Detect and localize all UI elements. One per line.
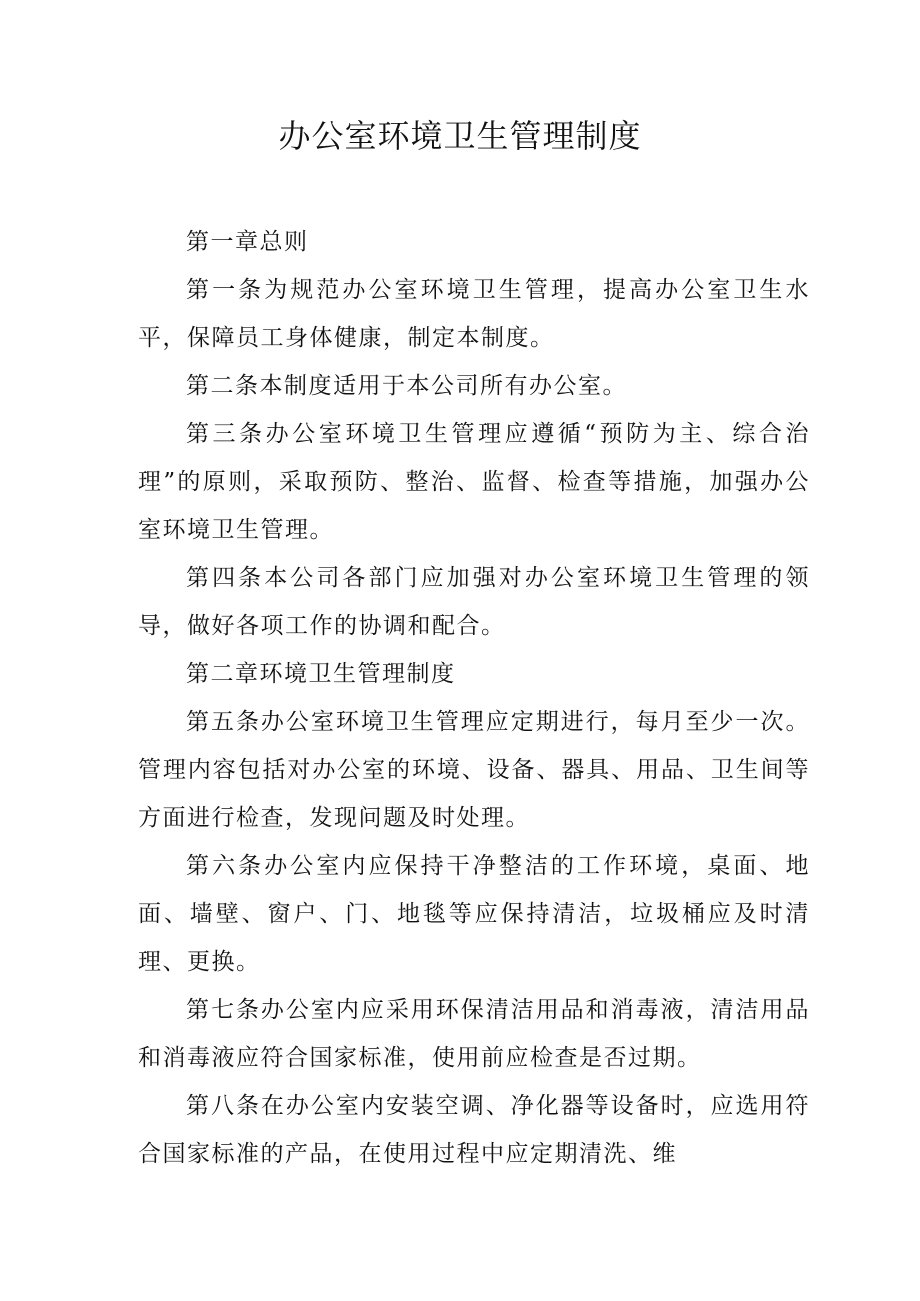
article-7: 第七条办公室内应采用环保清洁用品和消毒液，清洁用品和消毒液应符合国家标准，使用前应检查是否过期。: [138, 997, 810, 1071]
document-title: 办公室环境卫生管理制度: [278, 117, 642, 155]
article-6: 第六条办公室内应保持干净整洁的工作环境，桌面、地面、墙壁、窗户、门、地毯等应保持清洁，垃圾桶应及时清理、更换。: [138, 853, 810, 975]
document-body: [138, 218, 810, 1178]
article-3: 第三条办公室环境卫生管理应遵循“预防为主、综合治理”的原则，采取预防、整治、监督、检查等措施，加强办公室环境卫生管理。: [138, 421, 810, 543]
chapter-heading-2: 第二章环境卫生管理制度: [186, 661, 456, 687]
article-8: 第八条在办公室内安装空调、净化器等设备时，应选用符合国家标准的产品，在使用过程中应定期清洗、维: [138, 1093, 810, 1167]
article-2: 第二条本制度适用于本公司所有办公室。: [186, 373, 627, 399]
chapter-heading-1: 第一章总则: [186, 229, 309, 255]
article-4: 第四条本公司各部门应加强对办公室环境卫生管理的领导，做好各项工作的协调和配合。: [138, 565, 810, 639]
article-5: 第五条办公室环境卫生管理应定期进行，每月至少一次。管理内容包括对办公室的环境、设备、器具、用品、卫生间等方面进行检查，发现问题及时处理。: [138, 709, 810, 831]
article-1: 第一条为规范办公室环境卫生管理，提高办公室卫生水平，保障员工身体健康，制定本制度。: [138, 277, 810, 351]
